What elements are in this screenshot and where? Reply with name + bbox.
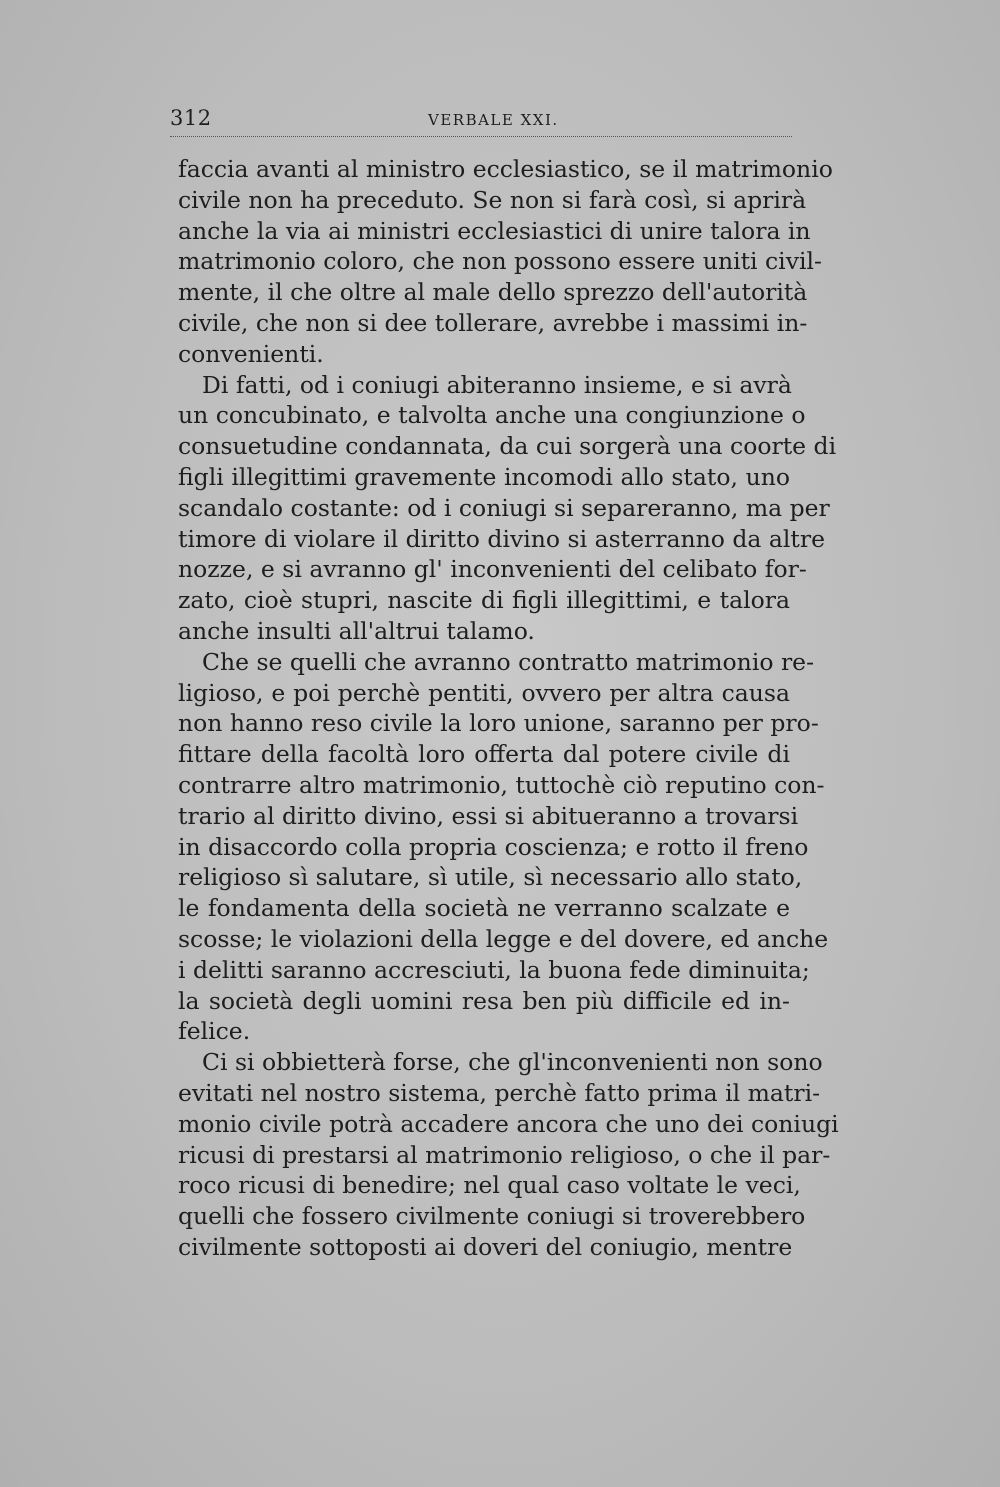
text-line: trario al diritto divino, essi si abitueranno a trovarsi — [178, 801, 799, 830]
page-number: 312 — [170, 106, 212, 130]
text-line: figli illegittimi gravemente incomodi allo stato, uno — [178, 462, 790, 491]
text-line: ricusi di prestarsi al matrimonio religioso, o che il par- — [178, 1140, 831, 1169]
text-line: faccia avanti al ministro ecclesiastico, se il matrimonio — [178, 155, 833, 183]
text-line: zato, cioè stupri, nascite di figli illegittimi, e talora — [178, 586, 790, 615]
body-text — [178, 154, 839, 1263]
text-line: matrimonio coloro, che non possono essere uniti civil- — [178, 247, 822, 276]
text-line: fittare della facoltà loro offerta dal potere civile di — [178, 740, 790, 769]
running-head: VERBALE XXI. — [428, 111, 559, 129]
text-line: anche la via ai ministri ecclesiastici di unire talora in — [178, 216, 811, 245]
text-line: civile, che non si dee tollerare, avrebbe i massimi in- — [178, 308, 808, 337]
text-line: Ci si obbietterà forse, che gl'inconvenienti non sono — [202, 1048, 823, 1077]
text-line: un concubinato, e talvolta anche una congiunzione o — [178, 401, 806, 430]
text-line: civilmente sottoposti ai doveri del coniugio, mentre — [178, 1232, 793, 1261]
text-line: scandalo costante: od i coniugi si separeranno, ma per — [178, 493, 830, 522]
text-line: ligioso, e poi perchè pentiti, ovvero per altra causa — [178, 678, 790, 707]
text-line: civile non ha preceduto. Se non si farà così, si aprirà — [178, 185, 807, 214]
text-line: Di fatti, od i coniugi abiteranno insieme, e si avrà — [202, 370, 792, 399]
text-line: evitati nel nostro sistema, perchè fatto prima il matri- — [178, 1078, 821, 1107]
text-line: quelli che fossero civilmente coniugi si troverebbero — [178, 1202, 806, 1231]
text-line: scosse; le violazioni della legge e del dovere, ed anche — [178, 924, 829, 953]
text-line: felice. — [178, 1017, 251, 1046]
text-line: roco ricusi di benedire; nel qual caso voltate le veci, — [178, 1171, 801, 1200]
text-line: religioso sì salutare, sì utile, sì necessario allo stato, — [178, 863, 803, 892]
text-line: anche insulti all'altrui talamo. — [178, 616, 535, 645]
text-line: Che se quelli che avranno contratto matrimonio re- — [202, 647, 815, 676]
text-line: non hanno reso civile la loro unione, saranno per pro- — [178, 709, 819, 738]
text-line: consuetudine condannata, da cui sorgerà una coorte di — [178, 432, 837, 461]
text-line: i delitti saranno accresciuti, la buona fede diminuita; — [178, 955, 810, 984]
text-line: in disaccordo colla propria coscienza; e rotto il freno — [178, 832, 809, 861]
text-line: contrarre altro matrimonio, tuttochè ciò reputino con- — [178, 770, 825, 799]
page-header — [170, 106, 792, 137]
text-line: convenienti. — [178, 339, 324, 368]
text-line: nozze, e si avranno gl' inconvenienti del celibato for- — [178, 555, 807, 584]
text-line: mente, il che oltre al male dello sprezzo dell'autorità — [178, 278, 808, 307]
text-line: le fondamenta della società ne verranno scalzate e — [178, 894, 790, 923]
text-line: la società degli uomini resa ben più difficile ed in- — [178, 986, 790, 1015]
text-line: timore di violare il diritto divino si asterranno da altre — [178, 524, 825, 553]
text-line: monio civile potrà accadere ancora che uno dei coniugi — [178, 1109, 839, 1138]
